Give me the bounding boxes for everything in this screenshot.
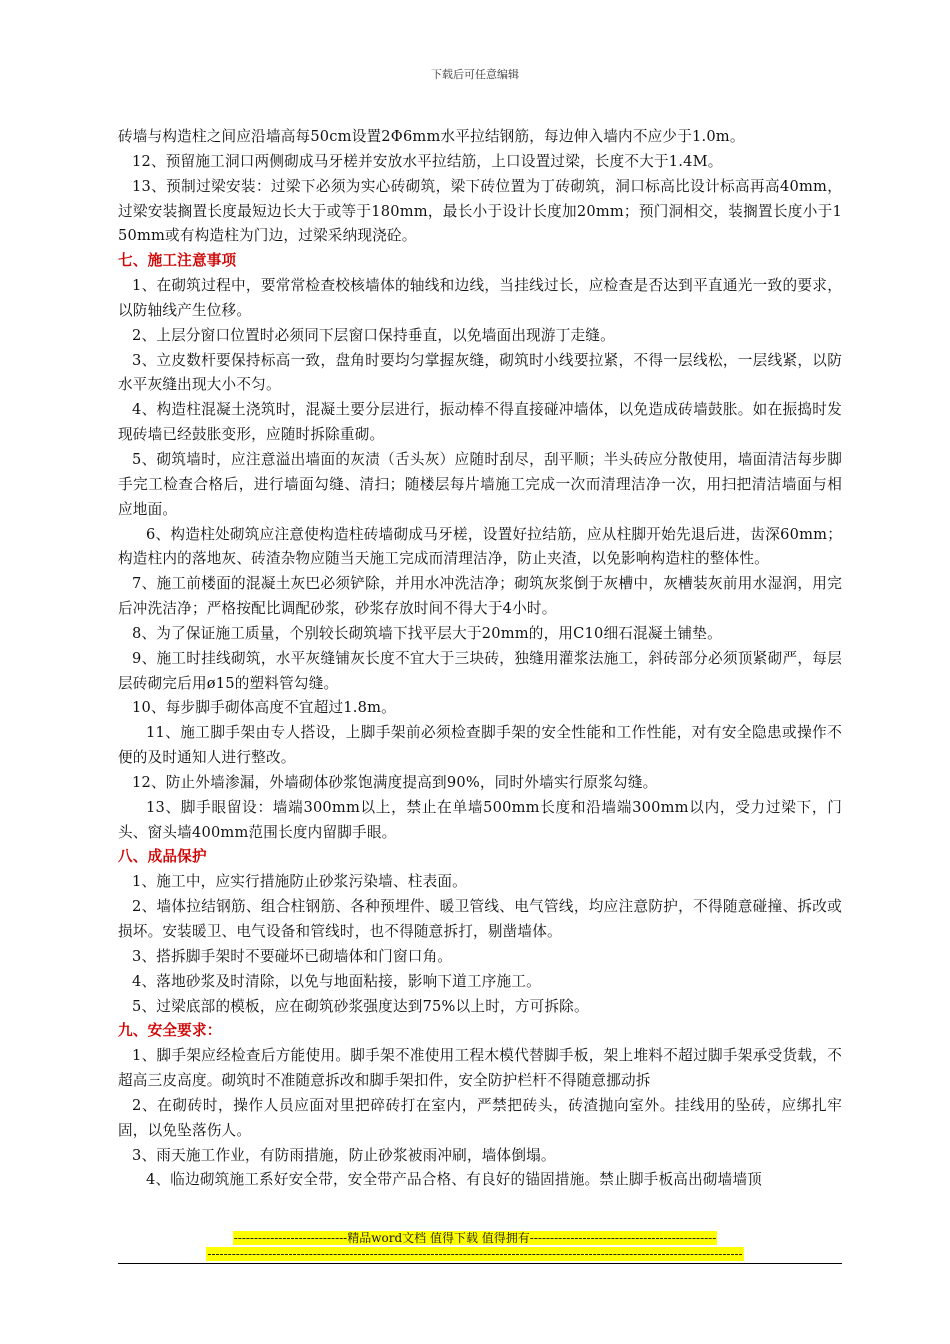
page-header: 下载后可任意编辑	[431, 68, 519, 81]
section-9-list	[118, 1044, 842, 1193]
list-item: 11、施工脚手架由专人搭设，上脚手架前必须检查脚手架的安全性能和工作性能，对有安全隐患或操作不便的及时通知人进行整改。	[118, 724, 842, 767]
list-item: 3、搭拆脚手架时不要碰坏已砌墙体和门窗口角。	[132, 947, 453, 965]
footer-rule	[118, 1263, 842, 1264]
section-7-list	[118, 274, 842, 845]
list-item: 4、临边砌筑施工系好安全带，安全带产品合格、有良好的锚固措施。禁止脚手板高出砌墙墙顶	[146, 1171, 763, 1189]
footer-banner-text: ----------------------------精品word文档 值得下载 值得拥有----------------------------------------------	[233, 1231, 717, 1245]
list-item: 3、立皮数杆要保持标高一致，盘角时要均匀掌握灰缝，砌筑时小线要拉紧，不得一层线松，一层线紧，以防水平灰缝出现大小不匀。	[118, 351, 842, 394]
paragraph: 13、预制过梁安装：过梁下必须为实心砖砌筑，梁下砖位置为丁砖砌筑，洞口标高比设计标高再高40mm，过梁安装搁置长度最短边长大于或等于180mm，最长小于设计长度加20mm；预门洞相交，装搁置长度小于150mm或有构造柱为门边，过梁采纳现浇砼。	[118, 177, 842, 245]
list-item: 5、砌筑墙时，应注意溢出墙面的灰渍（舌头灰）应随时刮尽，刮平顺；半头砖应分散使用，墙面清洁每步脚手完工检查合格后，进行墙面勾缝、清扫；随楼层每片墙施工完成一次而清理洁净一次，用扫把清洁墙面与相应地面。	[118, 450, 842, 518]
list-item: 9、施工时挂线砌筑，水平灰缝铺灰长度不宜大于三块砖，独缝用灌浆法施工，斜砖部分必须顶紧砌严，每层层砖砌完后用ø15的塑料管勾缝。	[118, 649, 842, 692]
list-item: 3、雨天施工作业，有防雨措施，防止砂浆被雨冲刷，墙体倒塌。	[132, 1146, 556, 1164]
list-item: 2、墙体拉结钢筋、组合柱钢筋、各种预埋件、暖卫管线、电气管线，均应注意防护，不得随意碰撞、拆改或损坏。安装暖卫、电气设备和管线时，也不得随意拆打，剔凿墙体。	[118, 898, 842, 940]
document-body	[118, 125, 842, 1193]
list-item: 12、防止外墙渗漏，外墙砌体砂浆饱满度提高到90%，同时外墙实行原浆勾缝。	[132, 773, 658, 791]
footer-banner	[0, 1230, 950, 1246]
list-item: 1、脚手架应经检查后方能使用。脚手架不准使用工程木模代替脚手板，架上堆料不超过脚手架承受货载，不超高三皮高度。砌筑时不准随意拆改和脚手架扣件，安全防护栏杆不得随意挪动拆	[118, 1047, 842, 1090]
paragraph: 12、预留施工洞口两侧砌成马牙槎并安放水平拉结筋，上口设置过梁，长度不大于1.4M。	[132, 152, 723, 170]
list-item: 5、过梁底部的模板，应在砌筑砂浆强度达到75%以上时，方可拆除。	[132, 997, 589, 1015]
list-item: 2、上层分窗口位置时必须同下层窗口保持垂直，以免墙面出现游丁走缝。	[132, 326, 615, 344]
list-item: 8、为了保证施工质量，个别较长砌筑墙下找平层大于20mm的，用C10细石混凝土铺垫。	[132, 624, 722, 642]
list-item: 2、在砌砖时，操作人员应面对里把碎砖打在室内，严禁把砖头，砖渣抛向室外。挂线用的坠砖，应绑扎牢固，以免坠落伤人。	[118, 1096, 842, 1139]
list-item: 10、每步脚手砌体高度不宜超过1.8m。	[132, 699, 396, 717]
section-9-heading: 九、安全要求：	[118, 1022, 222, 1040]
list-item: 13、脚手眼留设：墙端300mm以上，禁止在单墙500mm长度和沿墙端300mm以内，受力过梁下，门头、窗头墙400mm范围长度内留脚手眼。	[118, 798, 842, 841]
section-7-heading: 七、施工注意事项	[118, 252, 237, 270]
paragraph: 砖墙与构造柱之间应沿墙高每50cm设置2Φ6mm水平拉结钢筋，每边伸入墙内不应少于1.0m。	[118, 128, 745, 145]
section-8-list	[118, 870, 842, 1019]
list-item: 6、构造柱处砌筑应注意使构造柱砖墙砌成马牙槎，设置好拉结筋，应从柱脚开始先退后进，齿深60mm；构造柱内的落地灰、砖渣杂物应随当天施工完成而清理洁净，防止夹渣，以免影响构造柱的整体性。	[118, 525, 842, 568]
footer-dash-line	[0, 1246, 950, 1262]
list-item: 1、施工中，应实行措施防止砂浆污染墙、柱表面。	[132, 873, 467, 891]
list-item: 4、构造柱混凝土浇筑时，混凝土要分层进行，振动棒不得直接碰冲墙体，以免造成砖墙鼓胀。如在振捣时发现砖墙已经鼓胀变形，应随时拆除重砌。	[118, 401, 842, 444]
footer-dash-text: ------------------------------------------------------------------------------------------------------------------------------------	[207, 1247, 743, 1261]
list-item: 4、落地砂浆及时清除，以免与地面粘接，影响下道工序施工。	[132, 972, 541, 990]
section-8-heading: 八、成品保护	[118, 848, 207, 866]
list-item: 1、在砌筑过程中，要常常检查校核墙体的轴线和边线，当挂线过长，应检查是否达到平直通光一致的要求，以防轴线产生位移。	[118, 277, 842, 319]
list-item: 7、施工前楼面的混凝土灰巴必须铲除，并用水冲洗洁净；砌筑灰浆倒于灰槽中，灰槽装灰前用水湿润，用完后冲洗洁净；严格按配比调配砂浆，砂浆存放时间不得大于4小时。	[118, 575, 842, 618]
